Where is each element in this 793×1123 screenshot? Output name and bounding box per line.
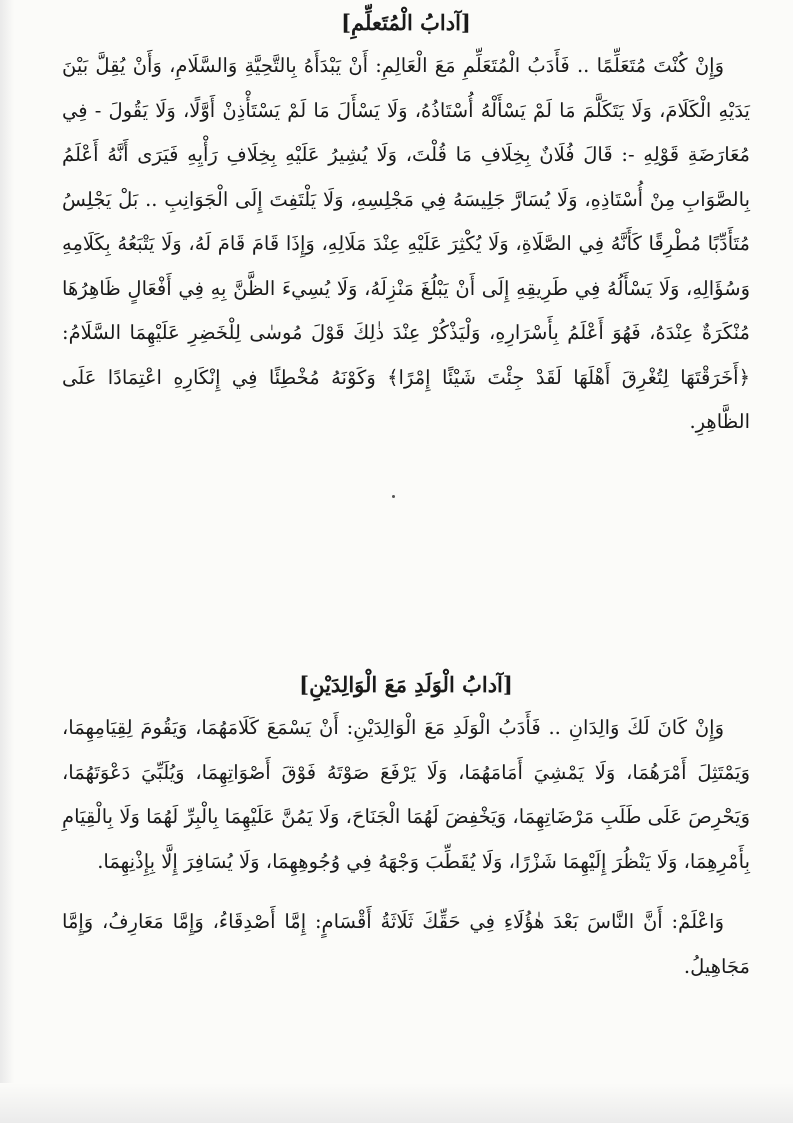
section-paragraph: وَإِنْ كَانَ لَكَ وَالِدَانِ .. فَأَدَبُ الْوَلَدِ مَعَ الْوَالِدَيْنِ: أَنْ يَسْمَعَ كَلَامَهُمَا، وَيَقُومَ لِقِيَامِهِمَا، وَيَمْتَثِلَ أَمْرَهُمَا، وَلَا يَمْشِيَ أَمَامَهُمَا، وَلَا يَرْفَعَ صَوْتَهُ فَوْقَ أَصْوَاتِهِمَا، وَيُلَبِّيَ دَعْوَتَهُمَا، وَيَحْرِصَ عَلَى طَلَبِ مَرْضَاتِهِمَا، وَيَخْفِضَ لَهُمَا الْجَنَاحَ، وَلَا يَمُنَّ عَلَيْهِمَا بِالْبِرِّ لَهُمَا وَلَا بِالْقِيَامِ بِأَمْرِهِمَا، وَلَا يَنْظُرَ إِلَيْهِمَا شَزْرًا، وَلَا يُقَطِّبَ وَجْهَهُ فِي وُجُوهِهِمَا، وَلَا يُسَافِرَ إِلَّا بِإِذْنِهِمَا. [62,716,750,873]
section-parents-etiquette [62,668,750,989]
section-paragraph: وَإِنْ كُنْتَ مُتَعَلِّمًا .. فَأَدَبُ الْمُتَعَلِّمِ مَعَ الْعَالِمِ: أَنْ يَبْدَأَهُ بِالتَّحِيَّةِ وَالسَّلَامِ، وَأَنْ يُقِلَّ بَيْنَ يَدَيْهِ الْكَلَامَ، وَلَا يَتَكَلَّمَ مَا لَمْ يَسْأَلْهُ أُسْتَاذُهُ، وَلَا يَسْأَلَ مَا لَمْ يَسْتَأْذِنْ أَوَّلًا، وَلَا يَقُولَ - فِي مُعَارَضَةِ قَوْلِهِ -: قَالَ فُلَانٌ بِخِلَافِ مَا قُلْتَ، وَلَا يُشِيرُ عَلَيْهِ بِخِلَافِ رَأْيِهِ فَيَرَى أَنَّهُ أَعْلَمُ بِالصَّوَابِ مِنْ أُسْتَاذِهِ، وَلَا يُسَارَّ جَلِيسَهُ فِي مَجْلِسِهِ، وَلَا يَلْتَفِتَ إِلَى الْجَوَانِبِ .. بَلْ يَجْلِسُ مُتَأَدِّبًا مُطْرِقًا كَأَنَّهُ فِي الصَّلَاةِ، وَلَا يُكْثِرَ عَلَيْهِ عِنْدَ مَلَالِهِ، وَإِذَا قَامَ قَامَ لَهُ، وَلَا يَتْبَعُهُ بِكَلَامِهِ وَسُؤَالِهِ، وَلَا يَسْأَلُهُ فِي طَرِيقِهِ إِلَى أَنْ يَبْلُغَ مَنْزِلَهُ، وَلَا يُسِيءَ الظَّنَّ بِهِ فِي أَفْعَالٍ ظَاهِرُهَا مُنْكَرَةٌ عِنْدَهُ، فَهُوَ أَعْلَمُ بِأَسْرَارِهِ، وَلْيَذْكُرْ عِنْدَ ذٰلِكَ قَوْلَ مُوسٰى لِلْخَضِرِ عَلَيْهِمَا السَّلَامُ: ﴿أَخَرَقْتَهَا لِتُغْرِقَ أَهْلَهَا لَقَدْ جِئْتَ شَيْئًا إِمْرًا﴾ وَكَوْنَهُ مُخْطِئًا فِي إِنْكَارِهِ اعْتِمَادًا عَلَى الظَّاهِرِ. [62,54,750,433]
scan-shadow-left [0,0,14,1123]
section-student-etiquette [62,6,750,445]
section-paragraph: وَاعْلَمْ: أَنَّ النَّاسَ بَعْدَ هٰؤُلَاءِ فِي حَقِّكَ ثَلَاثَةُ أَقْسَامٍ: إِمَّا أَصْدِقَاءُ، وَإِمَّا مَعَارِفُ، وَإِمَّا مَجَاهِيلُ. [62,910,750,978]
print-speck [392,495,395,498]
scan-shadow-bottom [0,1083,793,1123]
section-heading: [آدابُ الْوَلَدِ مَعَ الْوَالِدَيْنِ] [299,672,513,697]
section-heading: [آدابُ الْمُتَعلِّمِ] [341,10,471,35]
